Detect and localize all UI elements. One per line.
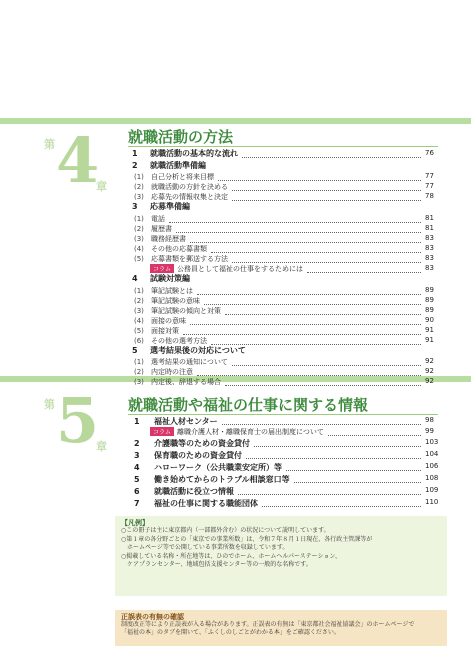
toc-text: 応募先の情報収集と決定 [151, 193, 228, 201]
toc-page-number: 92 [425, 377, 434, 385]
toc-text: 筆記試験の意味 [151, 297, 200, 305]
toc-leader-dots [294, 481, 421, 483]
chapter5-header-band [0, 376, 471, 382]
toc-text: 選考結果後の対応について [150, 346, 246, 355]
toc-page-number: 81 [425, 214, 434, 222]
legend-line: ホームページ等で公開している事業所数を収録しています。 [121, 544, 289, 552]
legend-line: ○この冊子は主に東京都内（一部都外含む）の状況について説明しています。 [121, 527, 330, 535]
toc-leader-dots [204, 303, 421, 305]
toc-leader-dots [232, 189, 421, 191]
toc-number: (1) [134, 215, 144, 223]
toc-entry [134, 438, 250, 449]
toc-text: 面接の意味 [151, 317, 186, 325]
toc-page-number: 92 [425, 367, 434, 375]
errata-line: 制度改正等により正誤表が入る場合があります。正誤表の有無は「東京都社会福祉協議会」のホームページで [121, 621, 415, 628]
toc-number: 3 [132, 202, 138, 211]
toc-number: (2) [134, 183, 144, 191]
toc-text: 就職活動に役立つ情報 [154, 487, 234, 496]
toc-page-number: 91 [425, 326, 434, 334]
toc-number: (6) [134, 337, 144, 345]
toc-page-number: 106 [425, 462, 439, 470]
toc-text: 筆記試験の傾向と対策 [151, 307, 221, 315]
toc-entry [134, 286, 193, 296]
toc-number: 5 [132, 346, 138, 355]
toc-page-number: 89 [425, 296, 434, 304]
toc-entry [132, 148, 238, 159]
toc-leader-dots [286, 469, 421, 471]
toc-leader-dots [232, 364, 421, 366]
toc-number: 2 [134, 439, 140, 448]
toc-number: (1) [134, 173, 144, 181]
toc-entry [134, 377, 221, 387]
column-tag: コラム [150, 427, 174, 436]
toc-number: (2) [134, 368, 144, 376]
toc-number: 1 [134, 417, 140, 426]
toc-entry [132, 345, 246, 356]
toc-leader-dots [197, 293, 421, 295]
column-tag: コラム [150, 264, 174, 273]
toc-text: 福祉の仕事に関する職能団体 [154, 499, 258, 508]
toc-number: (5) [134, 327, 144, 335]
toc-page-number: 77 [425, 182, 434, 190]
toc-entry [134, 296, 200, 306]
toc-text: 介護職等のための資金貸付 [154, 439, 250, 448]
toc-entry [134, 326, 179, 336]
toc-entry [134, 234, 186, 244]
toc-entry [134, 357, 228, 367]
toc-entry [134, 316, 186, 326]
toc-text: 筆記試験とは [151, 287, 193, 295]
toc-entry [134, 172, 214, 182]
chapter5-number: 5 [56, 384, 100, 457]
toc-number: 1 [132, 149, 138, 158]
toc-text: ハローワーク（公共職業安定所）等 [154, 463, 282, 472]
chapter4-title: 就職活動の方法 [128, 128, 234, 146]
toc-text: 面接対策 [151, 327, 179, 335]
toc-text: その他の応募書類 [151, 245, 207, 253]
toc-number: 7 [134, 499, 140, 508]
toc-text: 離職介護人材・離職保育士の届出制度について [176, 428, 324, 436]
toc-leader-dots [176, 231, 421, 233]
toc-entry [134, 474, 290, 485]
toc-entry [134, 486, 234, 497]
toc-text: 就職活動の基本的な流れ [150, 149, 238, 158]
toc-number: (2) [134, 297, 144, 305]
toc-entry [134, 214, 165, 224]
toc-page-number: 109 [425, 486, 439, 494]
toc-text: その他の選考方法 [151, 337, 207, 345]
toc-number: 4 [132, 274, 138, 283]
toc-entry [134, 416, 218, 427]
toc-number: (4) [134, 317, 144, 325]
toc-leader-dots [262, 505, 421, 507]
toc-text: 働き始めてからのトラブル相談窓口等 [154, 475, 290, 484]
legend-line: ○掲載している名称・所在地等は、ひのでホーム、ホームヘルパーステーション、 [121, 552, 341, 560]
toc-leader-dots [254, 445, 421, 447]
toc-page-number: 103 [425, 438, 439, 446]
toc-text: 職務経歴書 [151, 235, 186, 243]
toc-page-number: 83 [425, 264, 434, 272]
legend-heading: 【凡例】 [121, 519, 149, 527]
chapter4-suffix: 章 [96, 180, 107, 193]
chapter5-title-rule [128, 414, 438, 415]
toc-number: (1) [134, 358, 144, 366]
toc-text: 試験対策編 [150, 274, 190, 283]
errata-line: 「福祉の本」のタブを開いて、「ふくしのしごとがわかる本」をご確認ください。 [121, 629, 340, 636]
toc-leader-dots [232, 261, 421, 263]
chapter5-title: 就職活動や福祉の仕事に関する情報 [128, 396, 369, 414]
toc-text: 履歴書 [151, 225, 172, 233]
toc-leader-dots [183, 333, 421, 335]
toc-page-number: 92 [425, 357, 434, 365]
toc-page-number: 76 [425, 149, 434, 157]
toc-text: 内定時の注意 [151, 368, 193, 376]
toc-entry [132, 273, 190, 284]
toc-entry [134, 498, 258, 509]
toc-number: 4 [134, 463, 140, 472]
toc-leader-dots [190, 323, 421, 325]
toc-number: (3) [134, 193, 144, 201]
toc-page-number: 91 [425, 336, 434, 344]
toc-entry [134, 224, 172, 234]
errata-notice-box [115, 610, 447, 646]
toc-entry [150, 427, 324, 437]
toc-text: 自己分析と将来目標 [151, 173, 214, 181]
chapter4-number: 4 [56, 124, 100, 197]
toc-leader-dots [190, 241, 421, 243]
toc-leader-dots [169, 221, 421, 223]
toc-leader-dots [242, 156, 421, 158]
chapter5-prefix: 第 [44, 398, 55, 411]
toc-leader-dots [211, 251, 421, 253]
toc-page-number: 83 [425, 254, 434, 262]
toc-entry [134, 450, 242, 461]
chapter4-prefix: 第 [44, 138, 55, 151]
toc-number: 5 [134, 475, 140, 484]
chapter4-title-rule [128, 146, 438, 147]
toc-page-number: 99 [425, 427, 434, 435]
toc-number: (5) [134, 255, 144, 263]
toc-entry [132, 201, 190, 212]
toc-text: 就職活動準備編 [150, 161, 206, 170]
toc-text: 選考結果の通知について [151, 358, 228, 366]
toc-entry [132, 160, 206, 171]
toc-number: 2 [132, 161, 138, 170]
toc-page-number: 89 [425, 306, 434, 314]
toc-page-number: 83 [425, 244, 434, 252]
toc-number: (2) [134, 225, 144, 233]
toc-page-number: 104 [425, 450, 439, 458]
toc-leader-dots [328, 434, 421, 436]
toc-number: (4) [134, 245, 144, 253]
toc-number: 3 [134, 451, 140, 460]
toc-leader-dots [225, 313, 421, 315]
toc-entry [134, 244, 207, 254]
toc-text: 応募準備編 [150, 202, 190, 211]
toc-page-number: 98 [425, 416, 434, 424]
toc-leader-dots [238, 493, 421, 495]
toc-entry [134, 462, 282, 473]
toc-text: 内定後、辞退する場合 [151, 378, 221, 386]
legend-box [115, 516, 447, 596]
toc-page-number: 89 [425, 286, 434, 294]
toc-text: 公務員として福祉の仕事をするためには [176, 265, 303, 273]
toc-entry [134, 254, 228, 264]
toc-text: 福祉人材センター [154, 417, 218, 426]
toc-page-number: 78 [425, 192, 434, 200]
toc-page-number: 108 [425, 474, 439, 482]
errata-heading: 正誤表の有無の確認 [121, 613, 184, 621]
chapter5-suffix: 章 [96, 440, 107, 453]
toc-entry [134, 306, 221, 316]
toc-leader-dots [197, 374, 421, 376]
toc-text: 電話 [151, 215, 165, 223]
legend-line: ケアプランセンター、地域包括支援センター等の一般的な名称です。 [121, 561, 312, 569]
toc-entry [134, 367, 193, 377]
toc-leader-dots [307, 271, 421, 273]
toc-number: (1) [134, 287, 144, 295]
toc-leader-dots [225, 384, 421, 386]
toc-page-number: 81 [425, 224, 434, 232]
toc-leader-dots [232, 199, 421, 201]
toc-entry [134, 182, 228, 192]
toc-number: (3) [134, 378, 144, 386]
toc-page-number: 83 [425, 234, 434, 242]
legend-line: ○第１章の各分野ごとの「東京での事業所数」は、令和７年８月１日現在、各行政主管課等が [121, 535, 373, 543]
toc-number: 6 [134, 487, 140, 496]
toc-number: (3) [134, 307, 144, 315]
toc-text: 保育職のための資金貸付 [154, 451, 242, 460]
toc-page-number: 110 [425, 498, 439, 506]
toc-page-number: 90 [425, 316, 434, 324]
toc-text: 就職活動の方針を決める [151, 183, 228, 191]
toc-text: 応募書類を郵送する方法 [151, 255, 228, 263]
toc-number: (3) [134, 235, 144, 243]
toc-page-number: 77 [425, 172, 434, 180]
toc-leader-dots [218, 179, 421, 181]
toc-leader-dots [246, 457, 421, 459]
toc-leader-dots [222, 423, 421, 425]
